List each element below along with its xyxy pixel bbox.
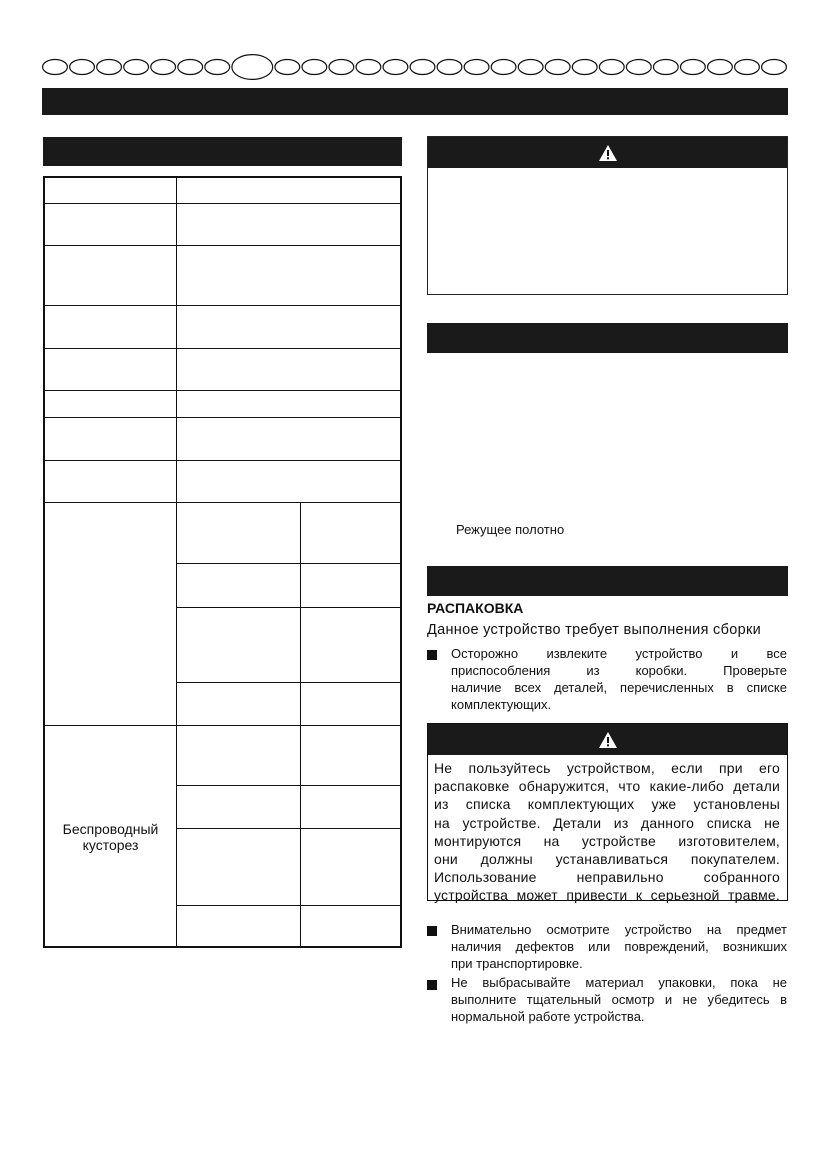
page-indicator xyxy=(329,60,354,75)
page-indicator xyxy=(151,60,176,75)
warning-text: Не пользуйтесь устройством, если при его распаковке обнаружится, что какие-либо детали из списка комплектующих уже установлены на устройстве. Детали из данного списка не монтируются на устройстве изготовителем, они должны устанавливаться покупателем. Использование неправильно собранного устройства может привести к серьезной травме. xyxy=(434,760,780,904)
bullet-text-1: Осторожно извлеките устройство и все приспособления из коробки. Проверьте наличие всех деталей, перечисленных в списке комплектующих. xyxy=(451,646,787,712)
unpacking-heading: РАСПАКОВКА xyxy=(427,600,524,616)
page-indicator xyxy=(762,60,787,75)
warning-header-1 xyxy=(428,137,787,168)
bullet-icon xyxy=(427,926,437,936)
page-indicator xyxy=(626,60,651,75)
page-indicator-strip xyxy=(42,54,787,80)
merged-label-cell: Беспроводный кусторез xyxy=(62,821,159,853)
page-indicator-active xyxy=(232,55,273,80)
page-indicator xyxy=(437,60,462,75)
page-indicator xyxy=(464,60,489,75)
bullet-text-3: Не выбрасывайте материал упаковки, пока не выполните тщательный осмотр и не убедитесь в нормальной работе устройства. xyxy=(451,975,787,1024)
warning-header-2 xyxy=(428,724,787,755)
page-indicator xyxy=(302,60,327,75)
bullet-icon xyxy=(427,650,437,660)
page-indicator xyxy=(97,60,122,75)
spec-table xyxy=(43,176,402,948)
warning-box-1 xyxy=(427,136,788,295)
warning-triangle-icon xyxy=(598,731,618,749)
page-indicator xyxy=(653,60,678,75)
page-indicator xyxy=(572,60,597,75)
page-indicator xyxy=(178,60,203,75)
parts-list-item: Режущее полотно xyxy=(456,522,565,537)
warning-triangle-icon xyxy=(598,144,618,162)
right-section-bar-2 xyxy=(427,566,788,596)
left-section-bar xyxy=(43,137,402,166)
right-section-bar-1 xyxy=(427,323,788,353)
page-indicator xyxy=(205,60,230,75)
page-indicator xyxy=(518,60,543,75)
page-indicator xyxy=(275,60,300,75)
page-indicator xyxy=(599,60,624,75)
top-title-bar xyxy=(42,88,788,115)
page-indicator xyxy=(70,60,95,75)
bullet-text-2: Внимательно осмотрите устройство на предмет наличия дефектов или повреждений, возникших при транспортировке. xyxy=(451,922,787,971)
page-indicator xyxy=(491,60,516,75)
page-indicator xyxy=(124,60,149,75)
page-indicator xyxy=(383,60,408,75)
page-indicator xyxy=(43,60,68,75)
bullet-icon xyxy=(427,980,437,990)
warning-box-2 xyxy=(427,723,788,904)
page-indicator xyxy=(410,60,435,75)
page-indicator xyxy=(680,60,705,75)
unpacking-intro: Данное устройство требует выполнения сборки xyxy=(427,622,761,638)
page-indicator xyxy=(356,60,381,75)
page-indicator xyxy=(708,60,733,75)
page-indicator xyxy=(735,60,760,75)
page-indicator xyxy=(545,60,570,75)
